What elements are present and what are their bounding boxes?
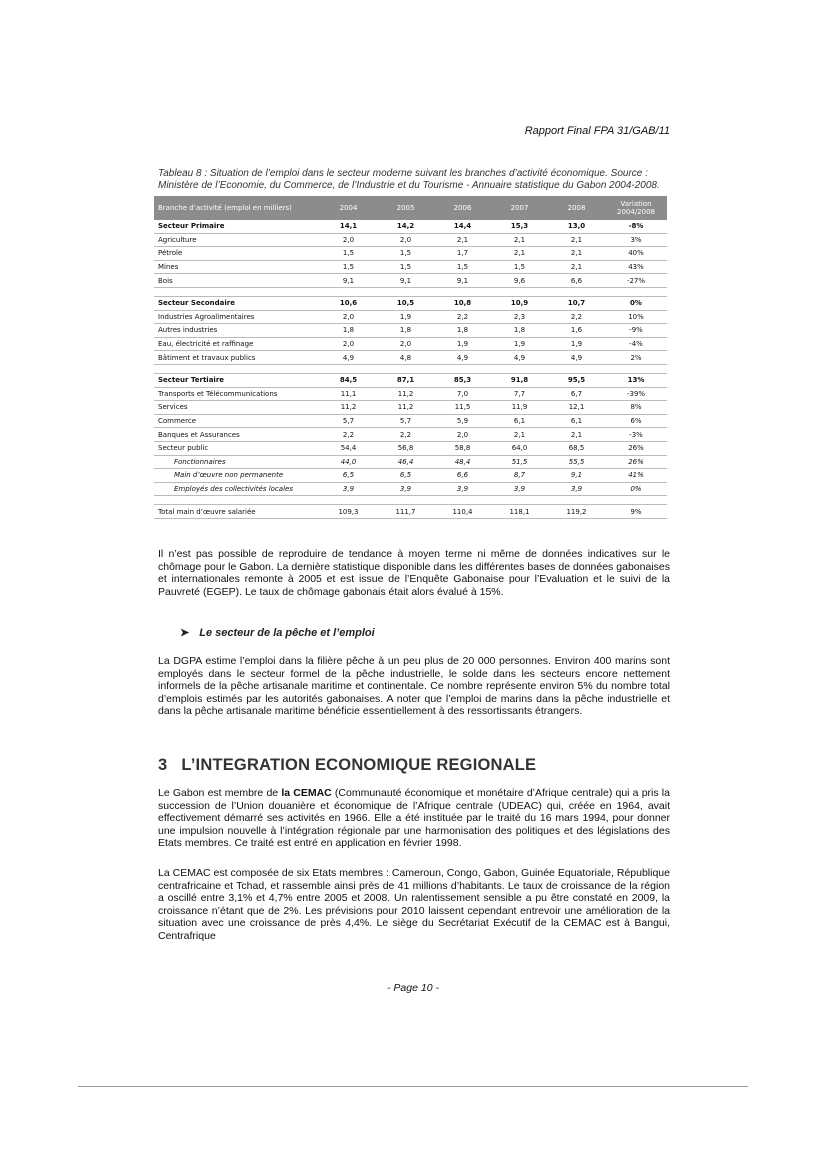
value-cell: 2,2 bbox=[320, 428, 377, 442]
value-cell: 48,4 bbox=[434, 455, 491, 469]
value-cell: 5,7 bbox=[320, 414, 377, 428]
value-cell: 2,1 bbox=[434, 233, 491, 247]
report-reference: Rapport Final FPA 31/GAB/11 bbox=[524, 125, 670, 137]
value-cell: 10,8 bbox=[434, 296, 491, 310]
value-cell: 1,5 bbox=[377, 260, 434, 274]
value-cell: 4,9 bbox=[434, 351, 491, 365]
table-row bbox=[154, 220, 667, 233]
table-spacer-row bbox=[154, 287, 667, 296]
table-row bbox=[154, 351, 667, 365]
value-cell: 1,6 bbox=[548, 324, 605, 338]
table-row bbox=[154, 428, 667, 442]
row-label: Industries Agroalimentaires bbox=[154, 310, 320, 324]
variation-cell: 26% bbox=[605, 441, 667, 455]
value-cell: 85,3 bbox=[434, 373, 491, 387]
variation-cell: 13% bbox=[605, 373, 667, 387]
value-cell: 5,9 bbox=[434, 414, 491, 428]
spacer-cell bbox=[154, 364, 667, 373]
variation-cell: 0% bbox=[605, 482, 667, 496]
table-spacer-row bbox=[154, 364, 667, 373]
table-row bbox=[154, 233, 667, 247]
variation-cell: 6% bbox=[605, 414, 667, 428]
value-cell: 2,0 bbox=[320, 337, 377, 351]
value-cell: 64,0 bbox=[491, 441, 548, 455]
value-cell: 3,9 bbox=[377, 482, 434, 496]
value-cell: 7,0 bbox=[434, 387, 491, 401]
spacer-cell bbox=[154, 287, 667, 296]
value-cell: 44,0 bbox=[320, 455, 377, 469]
value-cell: 109,3 bbox=[320, 505, 377, 519]
variation-cell: 41% bbox=[605, 469, 667, 483]
row-label: Autres industries bbox=[154, 324, 320, 338]
value-cell: 1,5 bbox=[377, 247, 434, 261]
row-label: Fonctionnaires bbox=[154, 455, 320, 469]
value-cell: 6,1 bbox=[548, 414, 605, 428]
table-row bbox=[154, 324, 667, 338]
value-cell: 118,1 bbox=[491, 505, 548, 519]
row-label: Eau, électricité et raffinage bbox=[154, 337, 320, 351]
header-2004: 2004 bbox=[320, 196, 377, 220]
value-cell: 2,2 bbox=[377, 428, 434, 442]
row-label: Bâtiment et travaux publics bbox=[154, 351, 320, 365]
table-row bbox=[154, 469, 667, 483]
footer-divider bbox=[78, 1086, 748, 1087]
row-label: Bois bbox=[154, 274, 320, 288]
value-cell: 4,9 bbox=[491, 351, 548, 365]
value-cell: 2,1 bbox=[491, 233, 548, 247]
value-cell: 8,7 bbox=[491, 469, 548, 483]
value-cell: 6,5 bbox=[377, 469, 434, 483]
paragraph-cemac-membership bbox=[158, 787, 670, 850]
value-cell: 11,2 bbox=[377, 387, 434, 401]
value-cell: 2,0 bbox=[434, 428, 491, 442]
table-row bbox=[154, 260, 667, 274]
value-cell: 2,2 bbox=[548, 310, 605, 324]
row-label: Employés des collectivités locales bbox=[154, 482, 320, 496]
table-row bbox=[154, 401, 667, 415]
value-cell: 10,9 bbox=[491, 296, 548, 310]
table-row bbox=[154, 296, 667, 310]
table-row bbox=[154, 505, 667, 519]
value-cell: 2,1 bbox=[548, 233, 605, 247]
table-row bbox=[154, 274, 667, 288]
value-cell: 1,8 bbox=[434, 324, 491, 338]
value-cell: 91,8 bbox=[491, 373, 548, 387]
header-2007: 2007 bbox=[491, 196, 548, 220]
variation-cell: -39% bbox=[605, 387, 667, 401]
variation-cell: -9% bbox=[605, 324, 667, 338]
row-label: Total main d’œuvre salariée bbox=[154, 505, 320, 519]
value-cell: 14,2 bbox=[377, 220, 434, 233]
value-cell: 3,9 bbox=[320, 482, 377, 496]
variation-cell: 8% bbox=[605, 401, 667, 415]
row-label: Mines bbox=[154, 260, 320, 274]
row-label: Agriculture bbox=[154, 233, 320, 247]
value-cell: 5,7 bbox=[377, 414, 434, 428]
value-cell: 1,5 bbox=[491, 260, 548, 274]
row-label: Banques et Assurances bbox=[154, 428, 320, 442]
value-cell: 6,6 bbox=[548, 274, 605, 288]
value-cell: 11,2 bbox=[320, 401, 377, 415]
value-cell: 2,1 bbox=[548, 247, 605, 261]
value-cell: 84,5 bbox=[320, 373, 377, 387]
page-number: - Page 10 - bbox=[387, 982, 439, 994]
row-label: Commerce bbox=[154, 414, 320, 428]
table-row bbox=[154, 482, 667, 496]
table-row bbox=[154, 414, 667, 428]
value-cell: 6,1 bbox=[491, 414, 548, 428]
value-cell: 1,9 bbox=[377, 310, 434, 324]
value-cell: 11,1 bbox=[320, 387, 377, 401]
row-label: Secteur Primaire bbox=[154, 220, 320, 233]
value-cell: 56,8 bbox=[377, 441, 434, 455]
header-branch: Branche d’activité (emploi en milliers) bbox=[154, 196, 320, 220]
value-cell: 9,1 bbox=[548, 469, 605, 483]
value-cell: 111,7 bbox=[377, 505, 434, 519]
value-cell: 110,4 bbox=[434, 505, 491, 519]
table-row bbox=[154, 441, 667, 455]
value-cell: 87,1 bbox=[377, 373, 434, 387]
value-cell: 1,9 bbox=[434, 337, 491, 351]
section-title: L’INTEGRATION ECONOMIQUE REGIONALE bbox=[181, 756, 537, 774]
variation-cell: -4% bbox=[605, 337, 667, 351]
value-cell: 2,0 bbox=[320, 310, 377, 324]
table-row bbox=[154, 455, 667, 469]
employment-table bbox=[154, 196, 667, 519]
value-cell: 14,4 bbox=[434, 220, 491, 233]
cemac-rest: (Communauté économique et monétaire d’Afrique centrale) qui a pris la succession de l’Union douanière et économique de l’Afrique centrale (UDEAC) qui, créée en 1964, avait effectivement démarré ses activités en 1966. Elle a été instituée par le traité du 16 mars 1994, pour donner une impulsion nouvelle à l’intégration régionale par une harmonisation des politiques et des législations des Etats membres. Ce traité est entré en application en février 1998. bbox=[158, 787, 670, 849]
header-2006: 2006 bbox=[434, 196, 491, 220]
cemac-intro: Le Gabon est membre de bbox=[158, 787, 282, 799]
table-caption: Tableau 8 : Situation de l’emploi dans le secteur moderne suivant les branches d’activité économique. Source : Ministère de l’Economie, du Commerce, de l’Industrie et du Tourisme - Annuaire statistique du Gabon 2004-2008. bbox=[158, 168, 660, 191]
value-cell: 3,9 bbox=[548, 482, 605, 496]
value-cell: 2,1 bbox=[548, 428, 605, 442]
value-cell: 2,2 bbox=[434, 310, 491, 324]
value-cell: 2,3 bbox=[491, 310, 548, 324]
value-cell: 2,1 bbox=[491, 428, 548, 442]
value-cell: 2,1 bbox=[491, 247, 548, 261]
variation-cell: 2% bbox=[605, 351, 667, 365]
table-spacer-row bbox=[154, 496, 667, 505]
value-cell: 11,2 bbox=[377, 401, 434, 415]
table-row bbox=[154, 373, 667, 387]
variation-cell: -8% bbox=[605, 220, 667, 233]
value-cell: 1,8 bbox=[320, 324, 377, 338]
value-cell: 6,5 bbox=[320, 469, 377, 483]
value-cell: 10,7 bbox=[548, 296, 605, 310]
header-variation: Variation 2004/2008 bbox=[605, 196, 667, 220]
value-cell: 1,8 bbox=[491, 324, 548, 338]
paragraph-unemployment: Il n’est pas possible de reproduire de tendance à moyen terme ni même de données indicatives sur le chômage pour le Gabon. La dernière statistique disponible dans les différentes bases de données gabonaises et internationales remonte à 2005 et est issue de l’Enquête Gabonaise pour l’Evaluation et le suivi de la Pauvreté (EGEP). Le taux de chômage gabonais était alors évalué à 15%. bbox=[158, 548, 670, 598]
section-heading bbox=[158, 756, 536, 775]
value-cell: 1,5 bbox=[320, 247, 377, 261]
value-cell: 4,9 bbox=[548, 351, 605, 365]
value-cell: 2,0 bbox=[377, 337, 434, 351]
value-cell: 68,5 bbox=[548, 441, 605, 455]
variation-cell: 9% bbox=[605, 505, 667, 519]
value-cell: 15,3 bbox=[491, 220, 548, 233]
row-label: Secteur Tertiaire bbox=[154, 373, 320, 387]
variation-cell: 43% bbox=[605, 260, 667, 274]
value-cell: 10,6 bbox=[320, 296, 377, 310]
subheading-text: Le secteur de la pêche et l’emploi bbox=[199, 627, 375, 639]
value-cell: 2,0 bbox=[320, 233, 377, 247]
value-cell: 95,5 bbox=[548, 373, 605, 387]
value-cell: 6,6 bbox=[434, 469, 491, 483]
value-cell: 1,9 bbox=[548, 337, 605, 351]
value-cell: 14,1 bbox=[320, 220, 377, 233]
table-row bbox=[154, 310, 667, 324]
value-cell: 3,9 bbox=[491, 482, 548, 496]
value-cell: 46,4 bbox=[377, 455, 434, 469]
subheading-fisheries bbox=[180, 626, 375, 639]
value-cell: 1,5 bbox=[434, 260, 491, 274]
value-cell: 7,7 bbox=[491, 387, 548, 401]
value-cell: 58,8 bbox=[434, 441, 491, 455]
row-label: Transports et Télécommunications bbox=[154, 387, 320, 401]
value-cell: 11,5 bbox=[434, 401, 491, 415]
spacer-cell bbox=[154, 496, 667, 505]
paragraph-fisheries: La DGPA estime l’emploi dans la filière pêche à un peu plus de 20 000 personnes. Environ 400 marins sont employés dans le secteur formel de la pêche industrielle, le solde dans les secteurs encore nettement informels de la pêche artisanale maritime et continentale. Ce nombre représente environ 5% du nombre total d’emplois estimés par les autorités gabonaises. A noter que l’emploi de marins dans la pêche industrielle et dans la pêche artisanale maritime bénéficie essentiellement à des ressortissants étrangers. bbox=[158, 655, 670, 717]
header-2008: 2008 bbox=[548, 196, 605, 220]
table-row bbox=[154, 387, 667, 401]
value-cell: 13,0 bbox=[548, 220, 605, 233]
value-cell: 55,5 bbox=[548, 455, 605, 469]
row-label: Services bbox=[154, 401, 320, 415]
value-cell: 9,1 bbox=[377, 274, 434, 288]
row-label: Pétrole bbox=[154, 247, 320, 261]
variation-cell: 0% bbox=[605, 296, 667, 310]
value-cell: 119,2 bbox=[548, 505, 605, 519]
value-cell: 1,7 bbox=[434, 247, 491, 261]
variation-cell: 3% bbox=[605, 233, 667, 247]
value-cell: 54,4 bbox=[320, 441, 377, 455]
table-header-row bbox=[154, 196, 667, 220]
value-cell: 3,9 bbox=[434, 482, 491, 496]
value-cell: 2,0 bbox=[377, 233, 434, 247]
variation-cell: -3% bbox=[605, 428, 667, 442]
row-label: Secteur public bbox=[154, 441, 320, 455]
value-cell: 10,5 bbox=[377, 296, 434, 310]
cemac-bold: la CEMAC bbox=[281, 787, 332, 799]
variation-cell: -27% bbox=[605, 274, 667, 288]
value-cell: 6,7 bbox=[548, 387, 605, 401]
value-cell: 4,8 bbox=[377, 351, 434, 365]
table-row bbox=[154, 337, 667, 351]
variation-cell: 26% bbox=[605, 455, 667, 469]
value-cell: 9,1 bbox=[434, 274, 491, 288]
variation-cell: 40% bbox=[605, 247, 667, 261]
value-cell: 9,1 bbox=[320, 274, 377, 288]
value-cell: 1,8 bbox=[377, 324, 434, 338]
value-cell: 2,1 bbox=[548, 260, 605, 274]
paragraph-cemac-members: La CEMAC est composée de six Etats membres : Cameroun, Congo, Gabon, Guinée Equatoriale, République centrafricaine et Tchad, et rassemble ainsi près de 41 millions d’habitants. Le taux de croissance de la région a oscillé entre 3,1% et 4,7% entre 2005 et 2008. Un ralentissement sensible a pu être constaté en 2009, la croissance n’étant que de 2%. Les prévisions pour 2010 laissent cependant entrevoir une amélioration de la situation avec une croissance de près 4,4%. Le siège du Secrétariat Exécutif de la CEMAC est à Bangui, Centrafrique bbox=[158, 867, 670, 942]
value-cell: 1,9 bbox=[491, 337, 548, 351]
value-cell: 51,5 bbox=[491, 455, 548, 469]
value-cell: 9,6 bbox=[491, 274, 548, 288]
table-row bbox=[154, 247, 667, 261]
section-number: 3 bbox=[158, 756, 168, 774]
header-2005: 2005 bbox=[377, 196, 434, 220]
row-label: Main d’œuvre non permanente bbox=[154, 469, 320, 483]
variation-cell: 10% bbox=[605, 310, 667, 324]
value-cell: 4,9 bbox=[320, 351, 377, 365]
row-label: Secteur Secondaire bbox=[154, 296, 320, 310]
arrow-bullet-icon: ➤ bbox=[180, 627, 190, 639]
value-cell: 12,1 bbox=[548, 401, 605, 415]
value-cell: 11,9 bbox=[491, 401, 548, 415]
value-cell: 1,5 bbox=[320, 260, 377, 274]
